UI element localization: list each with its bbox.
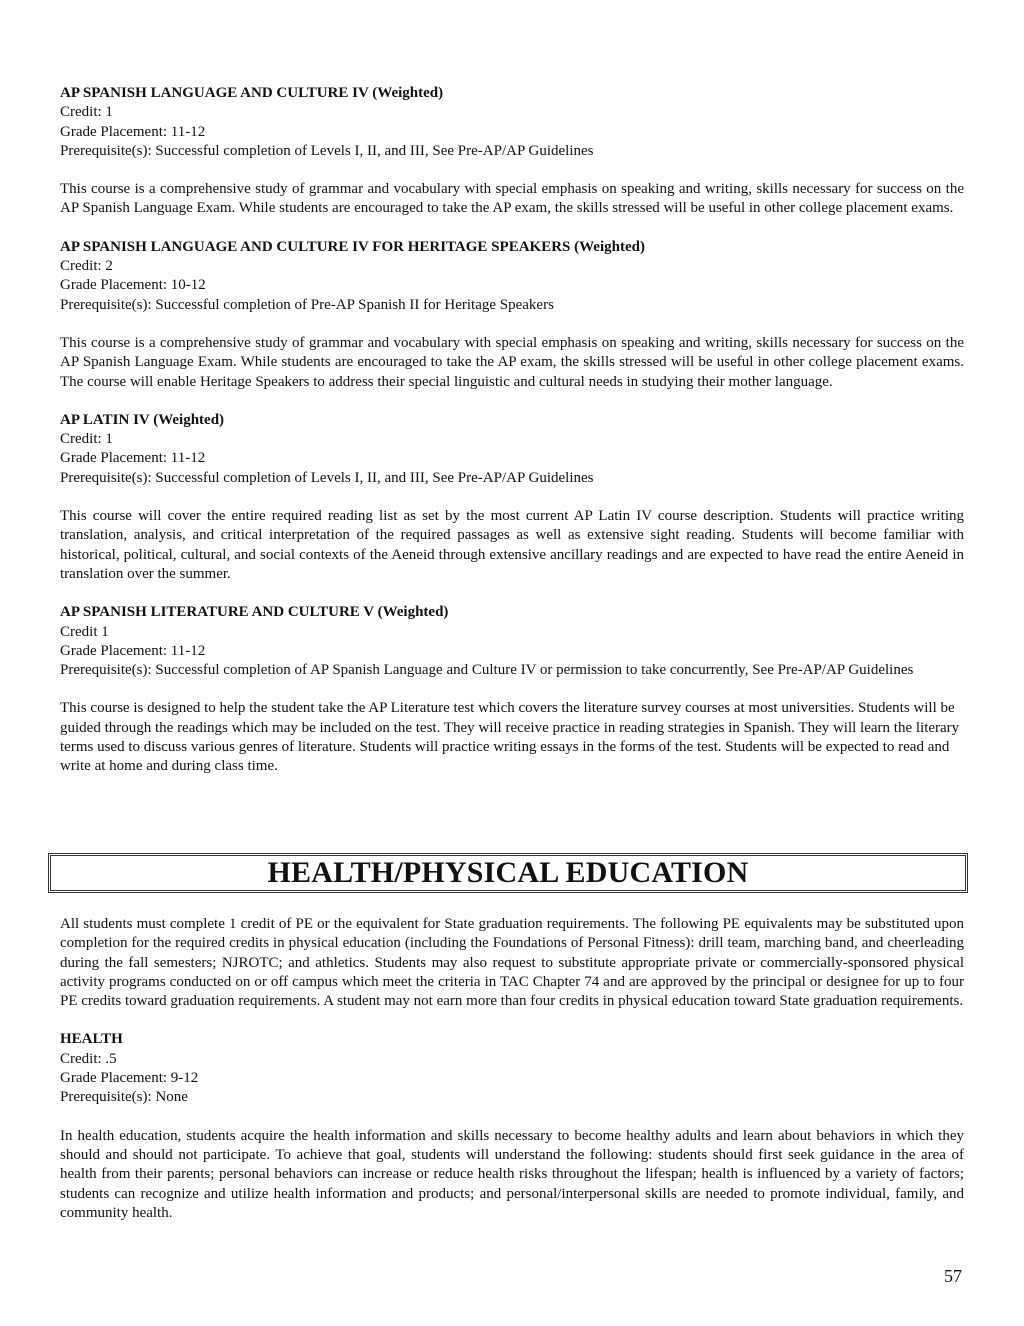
course-credit: Credit 1 (60, 623, 109, 640)
course-title: AP SPANISH LANGUAGE AND CULTURE IV FOR HERITAGE SPEAKERS (Weighted) (60, 238, 645, 255)
course-grade-placement: Grade Placement: 11-12 (60, 642, 206, 659)
course-grade-placement: Grade Placement: 11-12 (60, 450, 206, 467)
course-description: This course is designed to help the student take the AP Literature test which covers the literature survey courses at most universities. Students will be guided through the readings which may be included on the test. They will receive practice in reading strategies in Spanish. They will learn the literary terms used to discuss various genres of literature. Students will practice writing essays in the forms of the test. Students will be expected to read and write at home and during class time. (60, 700, 960, 775)
course-title: AP SPANISH LITERATURE AND CULTURE V (Weighted) (60, 604, 449, 621)
course-description: This course is a comprehensive study of grammar and vocabulary with special emphasis on speaking and writing, skills necessary for success on the AP Spanish Language Exam. While students are encouraged to take the AP exam, the skills stressed will be useful in other college placement exams. (60, 181, 964, 217)
course-prerequisites: Prerequisite(s): Successful completion of Levels I, II, and III, See Pre-AP/AP Guidelines (60, 469, 594, 486)
course-credit: Credit: 1 (60, 104, 113, 121)
course-grade-placement: Grade Placement: 10-12 (60, 277, 206, 294)
page-number: 57 (944, 1266, 962, 1286)
course-prerequisites: Prerequisite(s): Successful completion of Levels I, II, and III, See Pre-AP/AP Guidelines (60, 142, 594, 159)
section-intro: All students must complete 1 credit of PE or the equivalent for State graduation requirements. The following PE equivalents may be substituted upon completion for the required credits in physical education (including the Foundations of Personal Fitness): drill team, marching band, and cheerleading during the fall semesters; NJROTC; and athletics. Students may also request to substitute appropriate private or commercially-sponsored physical activity programs conducted on or off campus which meet the criteria in TAC Chapter 74 and are approved by the principal or designee for up to four PE credits toward graduation requirements. A student may not earn more than four credits in physical education toward State graduation requirements. (60, 916, 964, 1010)
course-prerequisites: Prerequisite(s): None (60, 1089, 188, 1106)
course-list (60, 84, 964, 796)
course-ap-spanish-language-iv (60, 84, 964, 219)
course-credit: Credit: .5 (60, 1050, 117, 1067)
course-credit: Credit: 2 (60, 258, 113, 275)
course-prerequisites: Prerequisite(s): Successful completion of Pre-AP Spanish II for Heritage Speakers (60, 296, 554, 313)
course-description: In health education, students acquire the health information and skills necessary to become healthy adults and learn about behaviors in which they should and should not participate. To achieve that goal, students will understand the following: students should first seek guidance in the area of health from their parents; personal behaviors can increase or reduce health risks throughout the lifespan; health is influenced by a variety of factors; students can recognize and utilize health information and products; and personal/interpersonal skills are needed to promote individual, family, and community health. (60, 1127, 964, 1221)
course-grade-placement: Grade Placement: 11-12 (60, 123, 206, 140)
course-prerequisites: Prerequisite(s): Successful completion of AP Spanish Language and Culture IV or permission to take concurrently, See Pre-AP/AP Guidelines (60, 662, 914, 679)
course-credit: Credit: 1 (60, 431, 113, 448)
course-ap-spanish-literature-v (60, 603, 964, 776)
section-title: HEALTH/PHYSICAL EDUCATION (267, 856, 749, 890)
course-ap-spanish-heritage-speakers (60, 238, 964, 392)
course-description: This course will cover the entire required reading list as set by the most current AP Latin IV course description. Students will practice writing translation, analysis, and critical interpretation of the required passages as well as extensive sight reading. Students will become familiar with historical, political, cultural, and social contexts of the Aeneid through extensive ancillary readings and are expected to have read the entire Aeneid in translation over the summer. (60, 508, 964, 582)
section-header-box (48, 853, 968, 893)
course-title: AP LATIN IV (Weighted) (60, 411, 225, 428)
course-title: HEALTH (60, 1031, 123, 1048)
course-description: This course is a comprehensive study of grammar and vocabulary with special emphasis on speaking and writing, skills necessary for success on the AP Spanish Language Exam. While students are encouraged to take the AP exam, the skills stressed will be useful in other college placement exams. The course will enable Heritage Speakers to address their special linguistic and cultural needs in studying their mother language. (60, 334, 964, 390)
course-ap-latin-iv (60, 411, 964, 584)
course-grade-placement: Grade Placement: 9-12 (60, 1070, 199, 1087)
course-title: AP SPANISH LANGUAGE AND CULTURE IV (Weighted) (60, 85, 444, 101)
health-pe-section (60, 915, 964, 1242)
course-health (60, 1030, 964, 1223)
